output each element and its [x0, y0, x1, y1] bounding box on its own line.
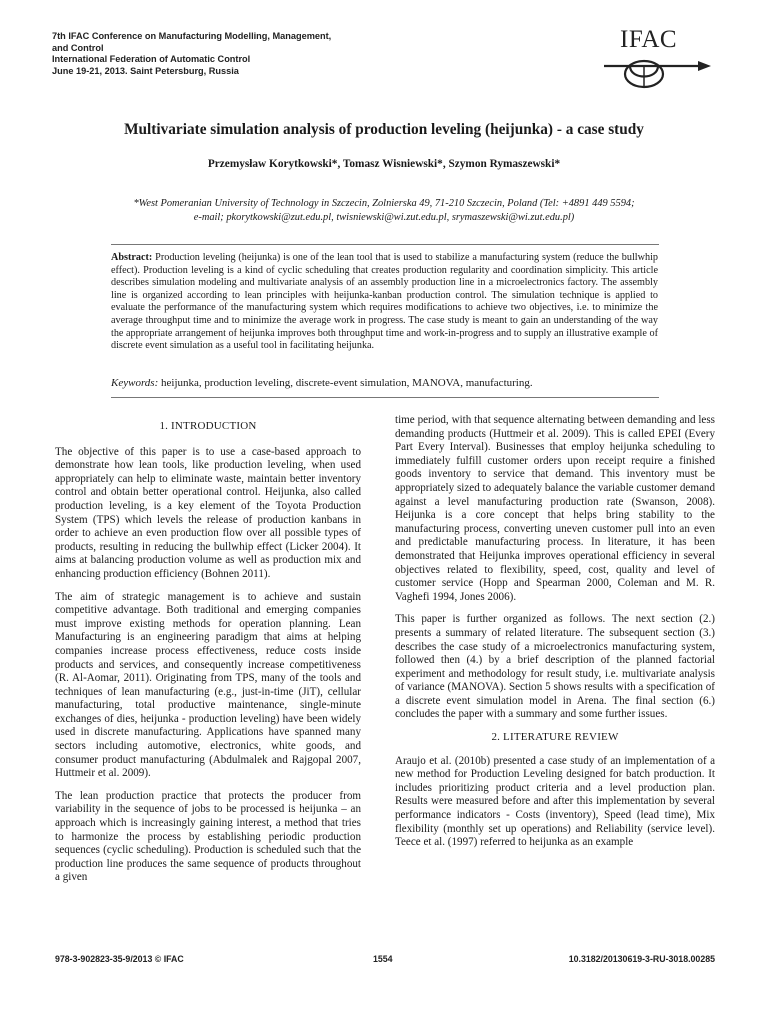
affiliation-line2: e-mail; pkorytkowski@zut.edu.pl, twisniewski@wi.zut.edu.pl, srymaszewski@wi.zut.edu.pl) [193, 212, 575, 223]
ifac-logo-text: IFAC [620, 26, 678, 53]
affiliation-line1: *West Pomeranian University of Technology in Szczecin, Zolnierska 49, 71-210 Szczecin, Poland (Tel: +4891 449 5594; [133, 198, 635, 209]
abstract-top-rule [111, 244, 659, 245]
affiliation [40, 197, 728, 225]
literature-paragraph-1: Araujo et al. (2010b) presented a case study of an implementation of a new method for Production Leveling designed for batch production. It includes prioritizing product criteria and a level production plan. Results were measured before and after this implementation by several performance indicators - Costs (inventory), Speed (lead time), Mix flexibility (monthly set up operations) and Reliability (service level). Teece et al. (1997) referred to heijunka as an example [395, 754, 715, 849]
intro-paragraph-3: The lean production practice that protects the producer from variability in the sequence of jobs to be processed is heijunka – an approach which is increasingly gaining interest, a method that tries to harmonize the process by establishing periodic production sequences (cyclic scheduling). Production is scheduled such that the production line produces the same sequence of products throughout a given [55, 789, 361, 884]
intro-paragraph-5: This paper is further organized as follows. The next section (2.) presents a summary of related literature. The subsequent section (3.) describes the case study of a microelectronics manufacturing system, followed then (4.) by a brief description of the planned factorial experiment and methodology for result study, i.e. multivariate analysis of variance (MANOVA). Section 5 shows results with a specification of a discrete event simulation model in Arena. The final section (6.) concludes the paper with a summary and some further issues. [395, 613, 715, 721]
conference-header [52, 31, 392, 77]
right-column [395, 414, 715, 859]
ifac-logo [600, 26, 712, 92]
intro-paragraph-1: The objective of this paper is to use a case-based approach to demonstrate how lean tools, like production leveling, when used appropriately can help to eliminate waste, maintain better inventory control and obtain better operational control. Heijunka, also called production leveling, is a key element of the Toyota Production System (TPS) which levels the release of production kanbans in order to achieve an even production flow over all possible types of products, resulting in reducing the bullwhip effect (Licker 2004). It aims at balancing production volume as well as production mix and enhancing production efficiency (Bohnen 2011). [55, 445, 361, 580]
federation-name: International Federation of Automatic Control [52, 54, 251, 64]
conference-dates: June 19-21, 2013. Saint Petersburg, Russia [52, 65, 239, 76]
section-heading-literature-review: 2. LITERATURE REVIEW [491, 731, 619, 744]
footer-doi: 10.3182/20130619-3-RU-3018.00285 [568, 954, 715, 964]
intro-paragraph-4: time period, with that sequence alternating between demanding and less demanding products (Huttmeir et al. 2009). This is called EPEI (Every Part Every Interval). Businesses that employ heijunka scheduling to immediately fulfill customer orders upon receipt require a finished goods inventory to service that demand. This inventory must be appropriately sized to adequately balance the variable customer demand against a level manufacturing production rate (Swanson, 2008). Heijunka is a core concept that helps bring stability to the manufacturing process, converting uneven customer pull into an even and predictable manufacturing process. In literature, it has been demonstrated that Heijunka improves operational efficiency in several objectives related to flexibility, speed, cost, quality and level of customer service (Hopp and Spearman 2000, Coleman and M. R. Vaghefi 1994, Jones 2006). [395, 414, 715, 603]
abstract [111, 252, 658, 353]
left-column [55, 420, 361, 894]
conference-name-line2: and Control [52, 42, 104, 53]
section-heading-introduction: 1. INTRODUCTION [159, 420, 257, 432]
intro-paragraph-2: The aim of strategic management is to achieve and sustain competitive advantage. Both traditional and emerging companies must improve existing methods for operation planning. Lean Manufacturing is an engineering paradigm that aims at helping companies increase process effectiveness, reduce costs inside products and services, and consequently increase competitiveness (R. Al-Aomar, 2011). Originating from TPS, many of the tools and techniques of lean manufacturing (e.g., just-in-time (JiT), cellular manufacturing, total productive maintenance, single-minute exchanges of dies, heijunka - production leveling) have been widely used in discrete manufacturing. Applications have spanned many sectors including automotive, electronics, white goods, and consumer product manufacturing (Abdulmalek and Rajgopal 2007, Huttmeir et al. 2009). [55, 590, 361, 780]
abstract-label: Abstract: [111, 252, 153, 263]
paper-title: Multivariate simulation analysis of production leveling (heijunka) - a case study [124, 121, 644, 138]
page-footer [55, 954, 715, 968]
abstract-bottom-rule [111, 397, 659, 398]
keywords-text: heijunka, production leveling, discrete-event simulation, MANOVA, manufacturing. [161, 377, 533, 389]
keywords [111, 377, 658, 389]
footer-isbn: 978-3-902823-35-9/2013 © IFAC [55, 954, 184, 964]
author-list: Przemysław Korytkowski*, Tomasz Wisniewski*, Szymon Rymaszewski* [207, 158, 561, 170]
keywords-label: Keywords: [111, 377, 159, 389]
ifac-logo-graphic [600, 54, 712, 92]
abstract-text: Production leveling (heijunka) is one of the lean tool that is used to stabilize a manufacturing system (reduce the bullwhip effect). Production leveling is a kind of cyclic scheduling that creates production regularity and coordination simplicity. This article describes simulation modeling and multivariate analysis of an assembly production line in a microelectronics factory. The assembly line is organized according to lean principles with heijunka-kanban production control. The simulation technique is applied to evaluate the performance of the manufacturing system which requires modifications to achieve two objectives, i.e. to minimize the average throughput time and to minimize the average work in progress. The case study is meant to gain an understanding of the way the appropriate arrangement of heijunka improves both throughput time and work-in-progress and to supply an illustrative example of discrete event simulation as a useful tool in facilitating heijunka. [111, 252, 658, 352]
conference-name-line1: 7th IFAC Conference on Manufacturing Modelling, Management, [52, 31, 332, 41]
footer-page-number: 1554 [373, 954, 393, 964]
